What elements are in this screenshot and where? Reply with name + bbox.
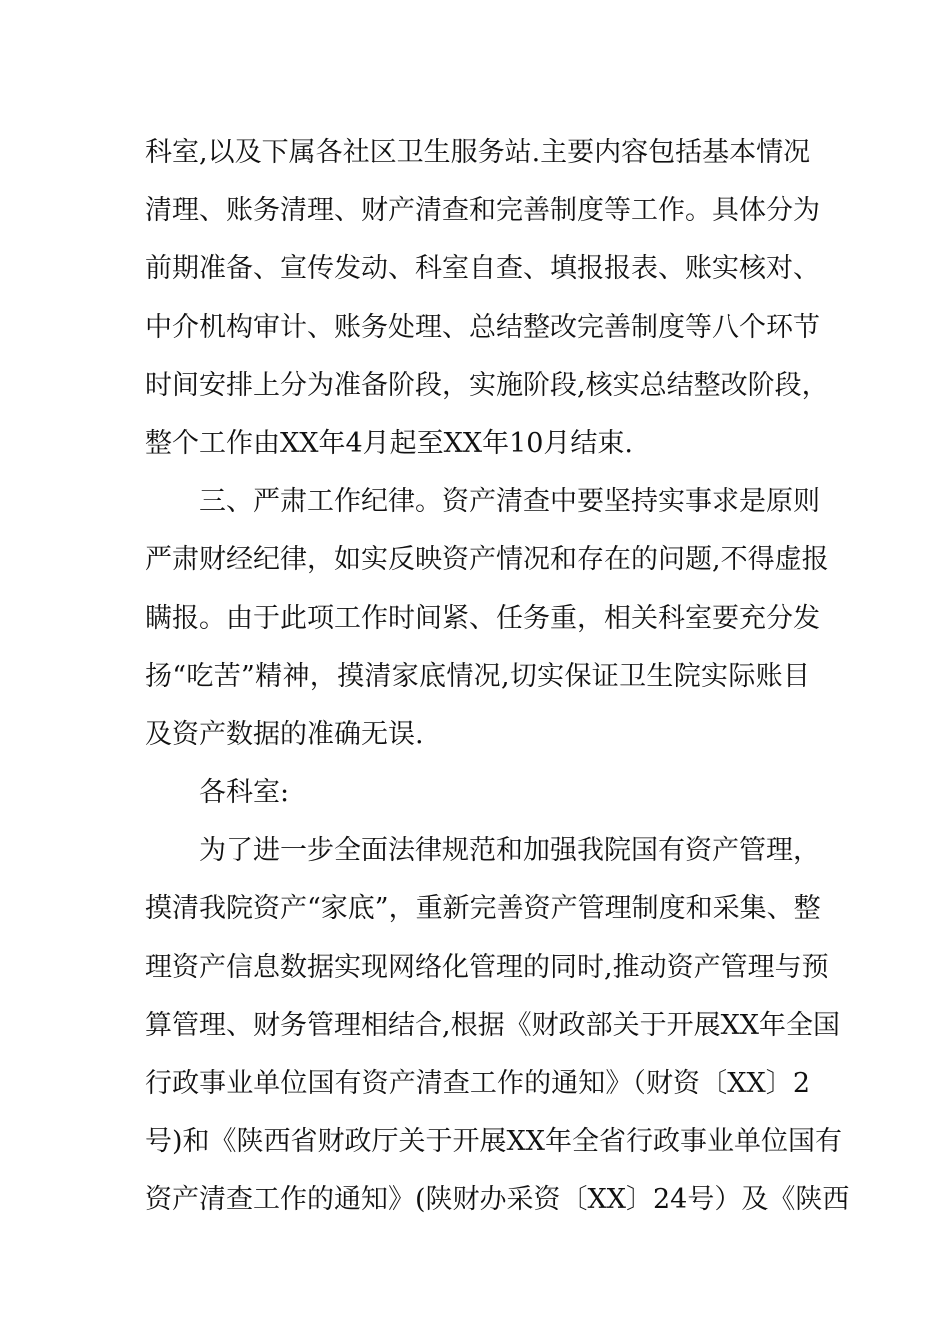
text-line: 号)和《陕西省财政厅关于开展XX年全省行政事业单位国有	[145, 1126, 842, 1158]
text-line: 及资产数据的准确无误.	[145, 718, 424, 750]
text-line: 理资产信息数据实现网络化管理的同时,推动资产管理与预	[145, 951, 829, 983]
salutation-line: 各科室:	[199, 777, 290, 809]
text-line: 清理、账务清理、财产清查和完善制度等工作。具体分为	[145, 195, 820, 227]
text-line: 中介机构审计、账务处理、总结整改完善制度等八个环节	[145, 311, 820, 343]
text-line: 为了进一步全面法律规范和加强我院国有资产管理，	[199, 835, 820, 867]
text-line: 前期准备、宣传发动、科室自查、填报报表、账实核对、	[145, 253, 820, 285]
text-line: 科室,以及下属各社区卫生服务站.主要内容包括基本情况	[145, 137, 811, 168]
text-line: 摸清我院资产“家底”，重新完善资产管理制度和采集、整	[145, 893, 821, 925]
document-body	[145, 124, 850, 1230]
text-line: 算管理、财务管理相结合,根据《财政部关于开展XX年全国	[145, 1009, 841, 1041]
text-line: 时间安排上分为准备阶段，实施阶段,核实总结整改阶段，	[145, 369, 829, 401]
paragraph-heading-line: 三、严肃工作纪律。资产清查中要坚持实事求是原则	[199, 486, 820, 518]
text-line: 整个工作由XX年4月起至XX年10月结束.	[145, 427, 634, 459]
text-line: 瞒报。由于此项工作时间紧、任务重，相关科室要充分发	[145, 602, 820, 634]
text-line: 严肃财经纪律，如实反映资产情况和存在的问题,不得虚报	[145, 544, 829, 576]
text-line: 扬“吃苦”精神，摸清家底情况,切实保证卫生院实际账目	[145, 660, 810, 692]
text-line: 资产清查工作的通知》(陕财办采资〔XX〕24号）及《陕西	[145, 1184, 850, 1216]
text-line: 行政事业单位国有资产清查工作的通知》（财资〔XX〕2	[145, 1068, 810, 1099]
